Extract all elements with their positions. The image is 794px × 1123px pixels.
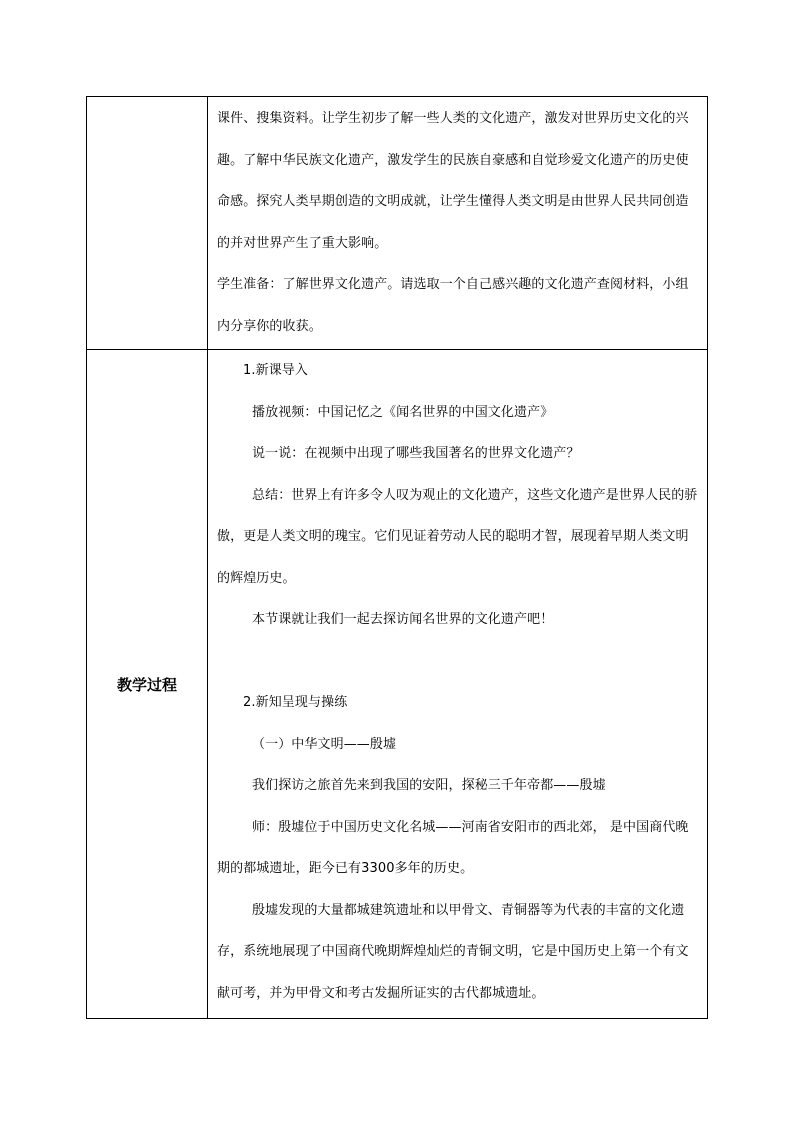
paragraph: 殷墟发现的大量都城建筑遗址和以甲骨文、青铜器等为代表的丰富的文化遗存，系统地展现了中国商代晚期辉煌灿烂的青铜文明，它是中国历史上第一个有文献可考，并为甲骨文和考古发掘所证实的古代都城遗址。 (217, 902, 689, 1001)
paragraph: 本节课就让我们一起去探访闻名世界的文化遗产吧！ (252, 612, 554, 627)
subsection-heading: （一）中华文明——殷墟 (252, 736, 397, 752)
paragraph: 学生准备：了解世界文化遗产。请选取一个自己感兴趣的文化遗产查阅材料，小组内分享你的收获。 (217, 277, 689, 334)
content-cell (208, 350, 708, 1019)
paragraph: 我们探访之旅首先来到我国的安阳，探秘三千年帝都——殷墟 (252, 778, 606, 793)
paragraph: 师：殷墟位于中国历史文化名城——河南省安阳市的西北郊， 是中国商代晚期的都城遗址，距今已有3300多年的历史。 (217, 819, 689, 876)
table-row (87, 350, 708, 1019)
table-row (87, 97, 708, 350)
blank-line (217, 641, 699, 683)
lesson-plan-table (86, 96, 708, 1019)
paragraph: 总结：世界上有许多令人叹为观止的文化遗产，这些文化遗产是世界人民的骄傲，更是人类文明的瑰宝。它们见证着劳动人民的聪明才智，展现着早期人类文明的辉煌历史。 (217, 487, 698, 586)
paragraph: 播放视频：中国记忆之《闻名世界的中国文化遗产》 (252, 404, 554, 420)
row-label (87, 97, 208, 350)
paragraph: 课件、搜集资料。让学生初步了解一些人类的文化遗产，激发对世界历史文化的兴趣。了解中华民族文化遗产，激发学生的民族自豪感和自觉珍爱文化遗产的历史使命感。探究人类早期创造的文明成就，让学生懂得人类文明是由世界人民共同创造的并对世界产生了重大影响。 (217, 111, 689, 251)
section-heading: 1.新课导入 (243, 363, 309, 378)
section-heading: 2.新知呈现与操练 (243, 695, 348, 710)
content-cell (208, 97, 708, 350)
row-label-teaching-process: 教学过程 (87, 350, 208, 1019)
paragraph: 说一说：在视频中出现了哪些我国著名的世界文化遗产？ (252, 446, 580, 461)
